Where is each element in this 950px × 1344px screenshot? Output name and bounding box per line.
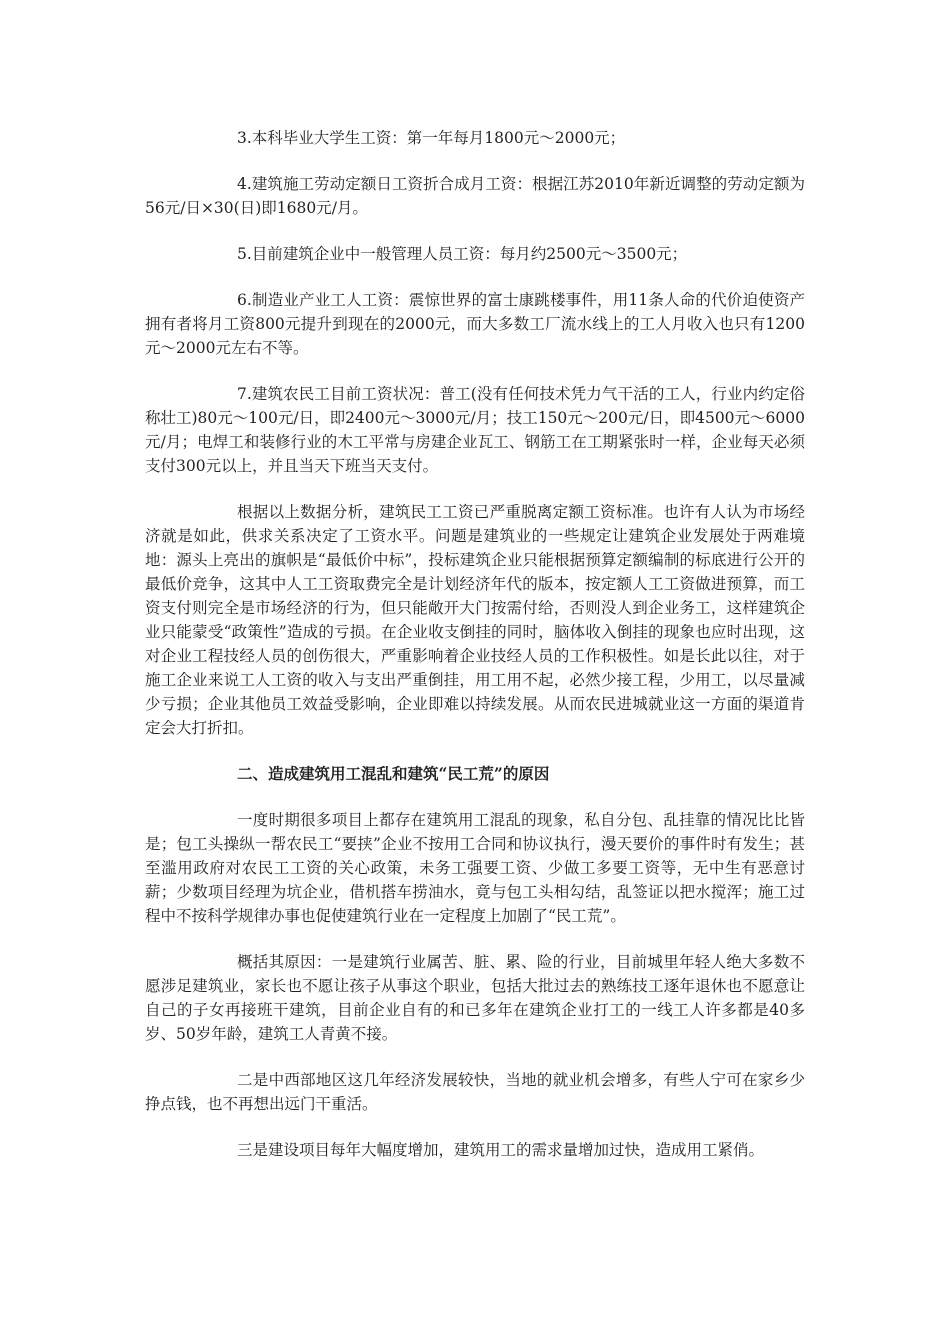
paragraph-wage-graduate: 3.本科毕业大学生工资：第一年每月1800元～2000元； bbox=[237, 129, 626, 147]
paragraph-chaos: 一度时期很多项目上都存在建筑用工混乱的现象，私自分包、乱挂靠的情况比比皆是；包工头操纵一帮农民工“要挟”企业不按用工合同和协议执行，漫天要价的事件时有发生；甚至滥用政府对农民工工资的关心政策，未务工强要工资、少做工多要工资等，无中生有恶意讨薪；少数项目经理为坑企业，借机搭车捞油水，竟与包工头相勾结，乱签证以把水搅浑；施工过程中不按科学规律办事也促使建筑行业在一定程度上加剧了“民工荒”。 bbox=[145, 811, 805, 925]
paragraph-wage-management: 5.目前建筑企业中一般管理人员工资：每月约2500元～3500元； bbox=[237, 245, 688, 263]
paragraph-wage-migrant: 7.建筑农民工目前工资状况：普工(没有任何技术凭力气干活的工人，行业内约定俗称壮工)80元～100元/日，即2400元～3000元/月；技工150元～200元/日，即4500元～6000元/月；电焊工和装修行业的木工平常与房建企业瓦工、钢筋工在工期紧张时一样，企业每天必须支付300元以上，并且当天下班当天支付。 bbox=[145, 385, 805, 475]
document-body bbox=[145, 126, 805, 1184]
paragraph-analysis: 根据以上数据分析，建筑民工工资已严重脱离定额工资标准。也许有人认为市场经济就是如此，供求关系决定了工资水平。问题是建筑业的一些规定让建筑企业发展处于两难境地：源头上亮出的旗帜是“最低价中标”，投标建筑企业只能根据预算定额编制的标底进行公开的最低价竞争，这其中人工工资取费完全是计划经济年代的版本，按定额人工工资做进预算，而工资支付则完全是市场经济的行为，但只能敞开大门按需付给，否则没人到企业务工，这样建筑企业只能蒙受“政策性”造成的亏损。在企业收支倒挂的同时，脑体收入倒挂的现象也应时出现，这对企业工程技经人员的创伤很大，严重影响着企业技经人员的工作积极性。如是长此以往，对于施工企业来说工人工资的收入与支出严重倒挂，用工用不起，必然少接工程，少用工，以尽量减少亏损；企业其他员工效益受影响，企业即难以持续发展。从而农民进城就业这一方面的渠道肯定会大打折扣。 bbox=[145, 503, 805, 737]
paragraph-wage-quota: 4.建筑施工劳动定额日工资折合成月工资：根据江苏2010年新近调整的劳动定额为56元/日×30(日)即1680元/月。 bbox=[145, 175, 805, 217]
paragraph-reason-two: 二是中西部地区这几年经济发展较快，当地的就业机会增多，有些人宁可在家乡少挣点钱，也不再想出远门干重活。 bbox=[145, 1071, 805, 1113]
paragraph-reason-one: 概括其原因：一是建筑行业属苦、脏、累、险的行业，目前城里年轻人绝大多数不愿涉足建筑业，家长也不愿让孩子从事这个职业，包括大批过去的熟练技工逐年退休也不愿意让自己的子女再接班干建筑，目前企业自有的和已多年在建筑企业打工的一线工人许多都是40多岁、50岁年龄，建筑工人青黄不接。 bbox=[145, 953, 805, 1043]
paragraph-wage-manufacturing: 6.制造业产业工人工资：震惊世界的富士康跳楼事件，用11条人命的代价迫使资产拥有者将月工资800元提升到现在的2000元，而大多数工厂流水线上的工人月收入也只有1200元～2000元左右不等。 bbox=[145, 291, 805, 357]
section-heading: 二、造成建筑用工混乱和建筑“民工荒”的原因 bbox=[237, 764, 550, 783]
paragraph-reason-three: 三是建设项目每年大幅度增加，建筑用工的需求量增加过快，造成用工紧俏。 bbox=[237, 1141, 765, 1159]
